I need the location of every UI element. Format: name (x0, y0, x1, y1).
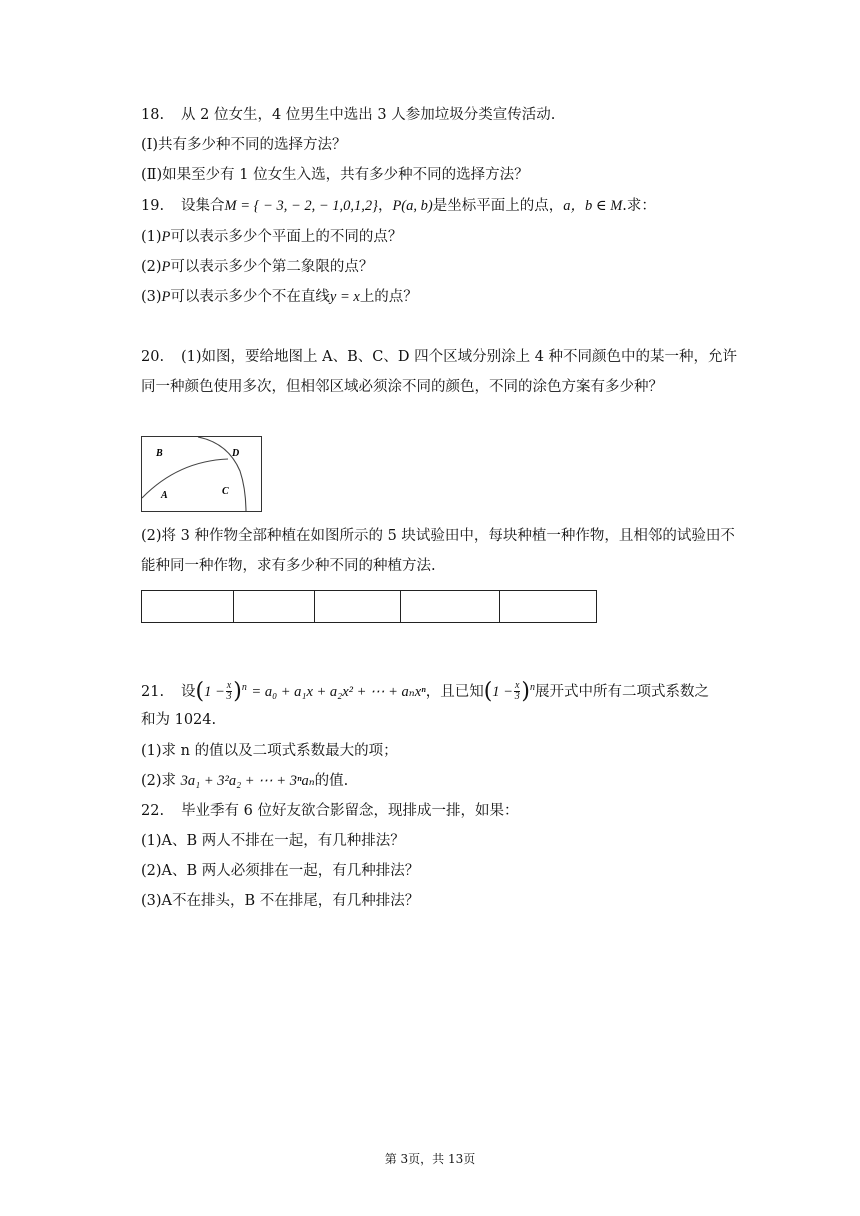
q19-part3: (3)P可以表示多少个不在直线y = x上的点？ (141, 289, 418, 305)
q21-part1: (1)求 n 的值以及二项式系数最大的项； (141, 743, 398, 759)
q19-stem: 19. 设集合M = { − 3, − 2, − 1,0,1,2}，P(a, b)是坐标平面上的点，a，b ∈ M.求： (141, 195, 656, 217)
q20-line1: 20. (1)如图，要给地图上 A、B、C、D 四个区域分别涂上 4 种不同颜色中的某一种，允许 (141, 346, 737, 368)
q19-part2: (2)P可以表示多少个第二象限的点？ (141, 259, 374, 275)
q22-stem: 22. 毕业季有 6 位好友欲合影留念，现排成一排，如果： (141, 800, 518, 822)
q19-number: 19. (141, 198, 165, 214)
trial-field-3 (315, 591, 401, 622)
q18-number: 18. (141, 107, 165, 123)
trial-field-2 (234, 591, 315, 622)
q21-stem: 21. 设(1 − $\frac{x}{3}$ )$^n$ = a₀ + a₁x + a₂x² + ⋯ + aₙxⁿ，且已知(1 − $\frac{x}{3}$ )$^n$展开式中所有二项式系数之 (141, 678, 710, 704)
q22-part3: (3)A不在排头，B 不在排尾，有几种排法？ (141, 893, 420, 909)
trial-field-5 (500, 591, 596, 622)
q21-line2: 和为 1024. (141, 712, 217, 728)
region-map-figure (141, 436, 262, 512)
q18-stem: 18. 从 2 位女生，4 位男生中选出 3 人参加垃圾分类宣传活动. (141, 104, 555, 126)
q20-line4: 能种同一种作物，求有多少种不同的种植方法. (141, 558, 436, 574)
trial-field-4 (401, 591, 500, 622)
q18-part1: (Ⅰ)共有多少种不同的选择方法？ (141, 137, 347, 153)
trial-fields-figure (141, 590, 597, 623)
q20-number: 20. (141, 349, 165, 365)
page-footer: 第 3页，共 13页 (384, 1152, 476, 1166)
q20-line3: (2)将 3 种作物全部种植在如图所示的 5 块试验田中，每块种植一种作物，且相邻的试验田不 (141, 528, 735, 544)
map-label-c: C (222, 486, 229, 497)
q20-line2: 同一种颜色使用多次，但相邻区域必须涂不同的颜色，不同的涂色方案有多少种？ (141, 379, 663, 395)
q18-part2: (Ⅱ)如果至少有 1 位女生入选，共有多少种不同的选择方法？ (141, 167, 529, 183)
q22-part2: (2)A、B 两人必须排在一起，有几种排法？ (141, 863, 420, 879)
q22-part1: (1)A、B 两人不排在一起，有几种排法？ (141, 833, 405, 849)
map-label-b: B (156, 448, 163, 459)
trial-field-1 (142, 591, 234, 622)
q21-number: 21. (141, 683, 165, 700)
q22-number: 22. (141, 803, 165, 819)
q21-part2: (2)求 3a₁ + 3²a₂ + ⋯ + 3ⁿaₙ的值. (141, 773, 349, 789)
q19-part1: (1)P可以表示多少个平面上的不同的点？ (141, 229, 403, 245)
map-label-a: A (161, 490, 168, 501)
region-map-svg (142, 437, 262, 512)
map-label-d: D (232, 448, 240, 459)
